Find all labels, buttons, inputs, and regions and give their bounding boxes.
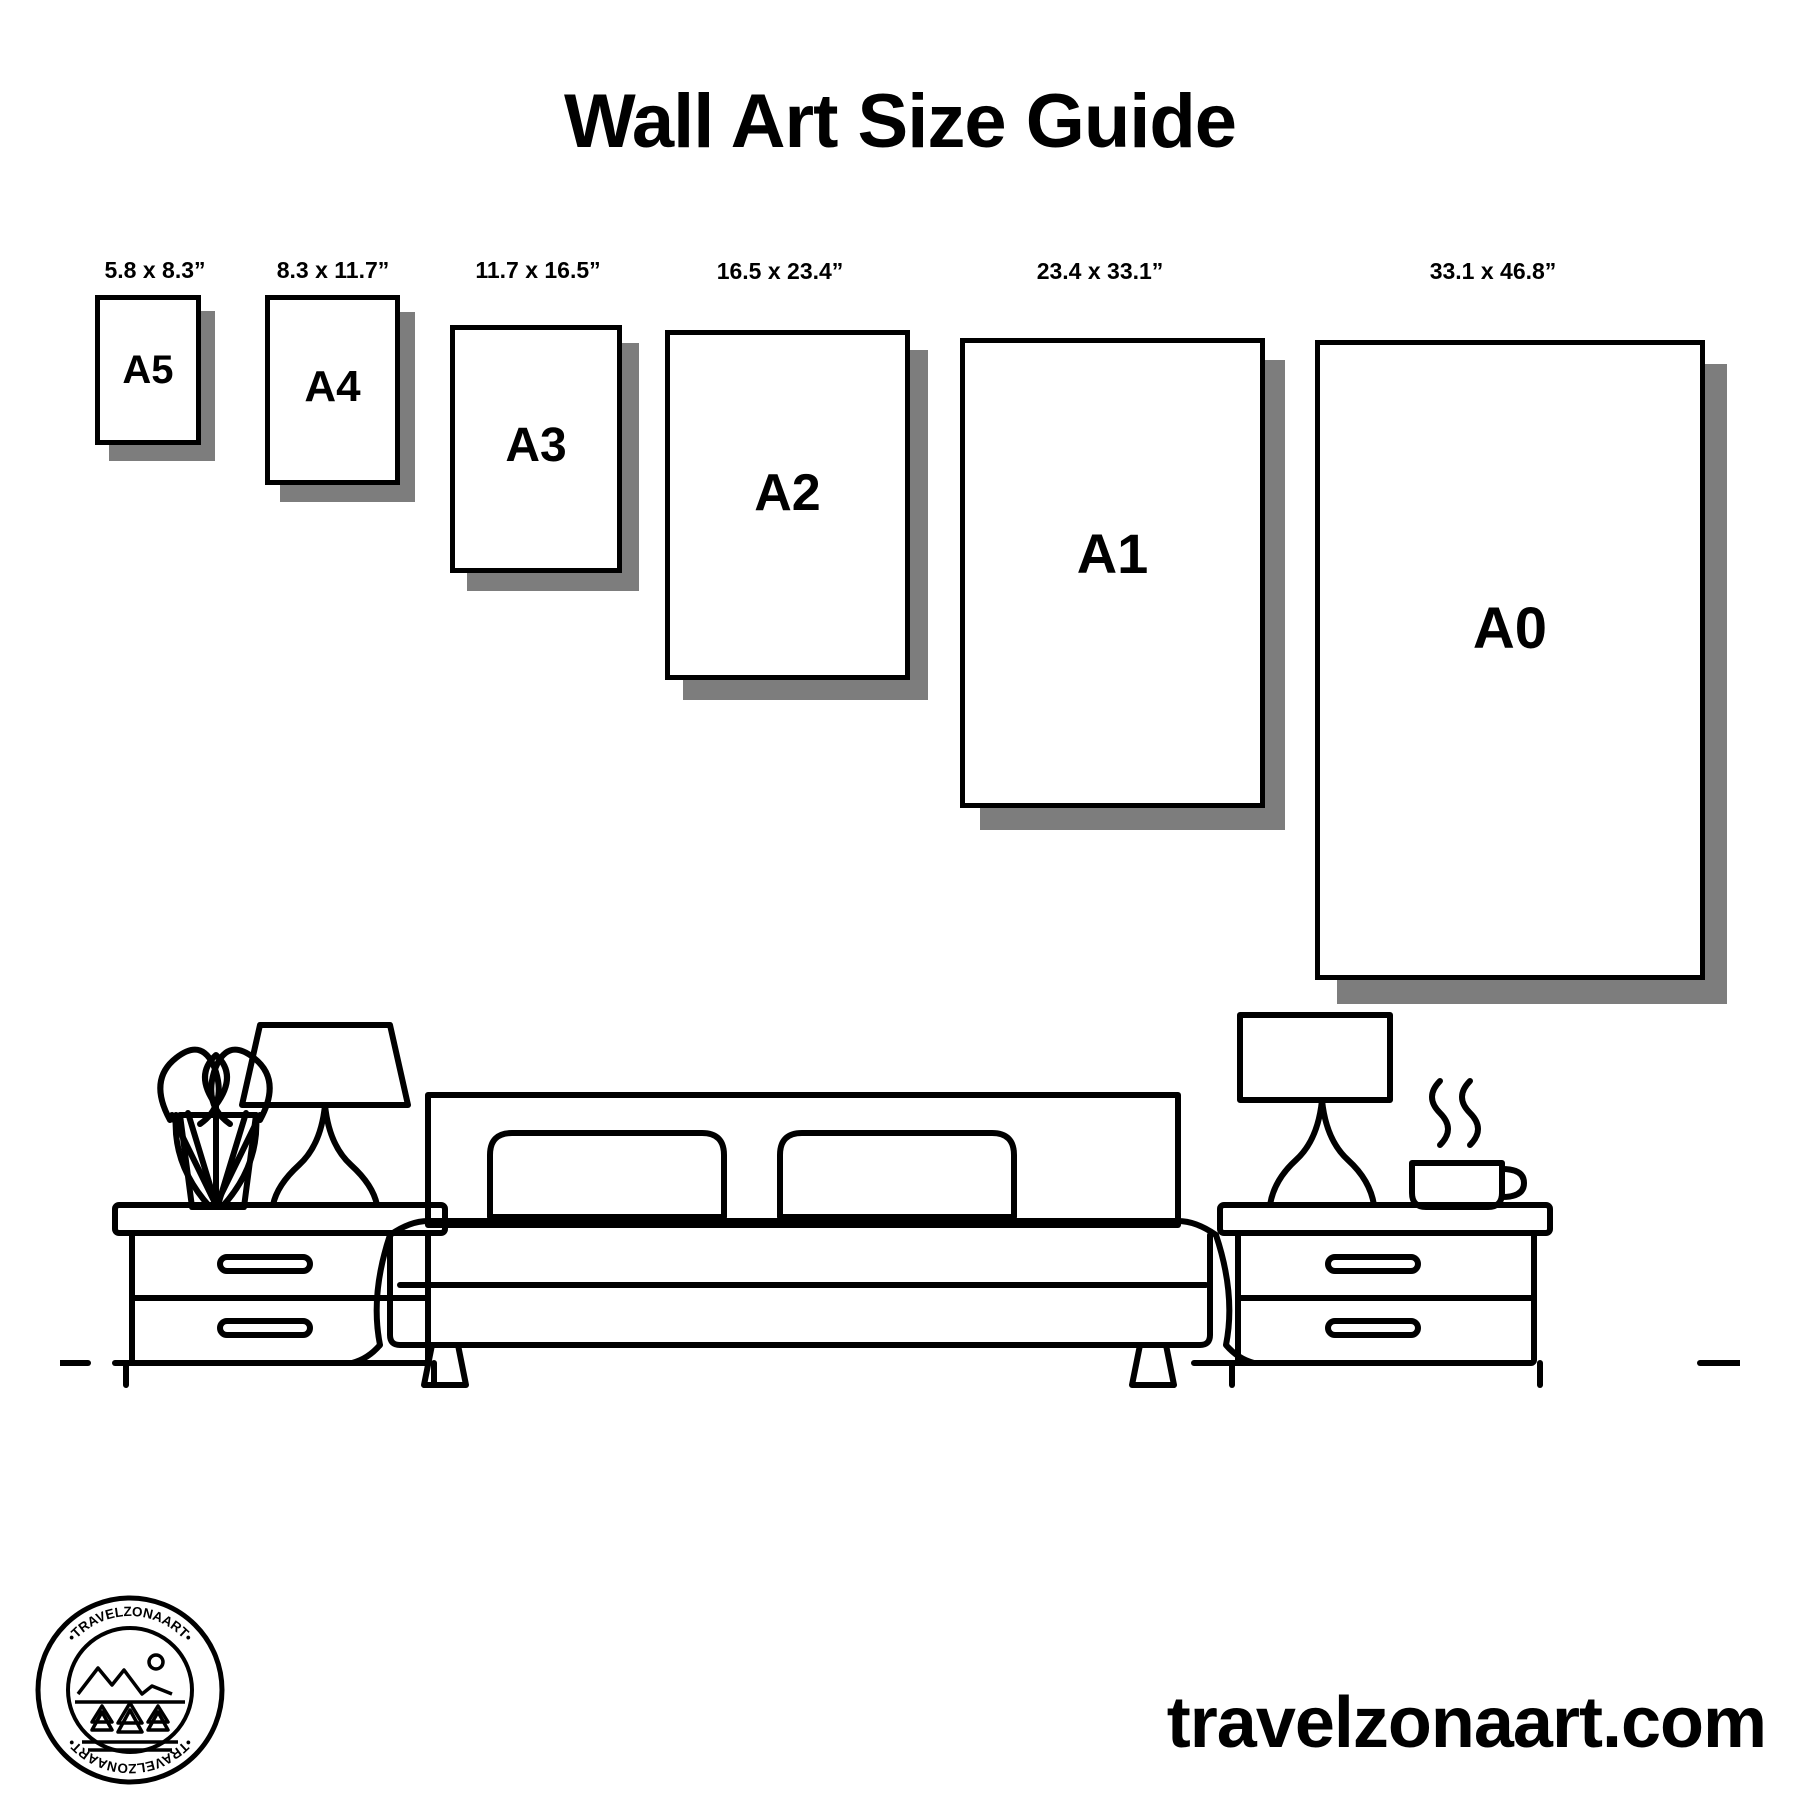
coffee-cup xyxy=(1412,1081,1524,1207)
brand-logo[interactable] xyxy=(30,1590,230,1790)
table-lamp-right xyxy=(1240,1015,1390,1205)
frame-name-a4: A4 xyxy=(304,362,361,411)
logo-outer-ring xyxy=(38,1598,222,1782)
frame-group-a0 xyxy=(1315,258,1715,1010)
website-url[interactable]: travelzonaart.com xyxy=(1166,1683,1766,1763)
frame-box-a0[interactable] xyxy=(1315,340,1705,980)
frame-group-a2 xyxy=(665,258,935,690)
frame-dimensions-a3: 11.7 x 16.5” xyxy=(475,257,601,283)
table-lamp-left xyxy=(242,1025,408,1205)
frame-box-a2[interactable] xyxy=(665,330,910,680)
logo-text-bottom: •TRAVELZONAART• xyxy=(64,1735,196,1777)
frame-name-a2: A2 xyxy=(754,464,821,522)
frame-group-a3 xyxy=(450,257,650,615)
frame-dimensions-a4: 8.3 x 11.7” xyxy=(276,257,390,283)
plant-vase xyxy=(160,1050,269,1207)
frame-name-a0: A0 xyxy=(1472,596,1548,661)
frame-group-a4 xyxy=(265,257,425,525)
logo-text-top: •TRAVELZONAART• xyxy=(64,1603,196,1645)
frame-name-a1: A1 xyxy=(1076,522,1149,585)
frame-box-a3[interactable] xyxy=(450,325,622,573)
frame-group-a5 xyxy=(95,257,215,485)
frame-name-a5: A5 xyxy=(122,348,174,392)
frame-box-a4[interactable] xyxy=(265,295,400,485)
mountain-moon-lake-badge-icon xyxy=(75,1655,185,1750)
frame-dimensions-a0: 33.1 x 46.8” xyxy=(1429,258,1557,284)
page-title: Wall Art Size Guide xyxy=(563,79,1237,164)
frame-box-a5[interactable] xyxy=(95,295,201,445)
bed xyxy=(352,1095,1254,1385)
frame-box-a1[interactable] xyxy=(960,338,1265,808)
nightstand-right xyxy=(1220,1205,1550,1385)
frame-dimensions-a1: 23.4 x 33.1” xyxy=(1036,258,1164,284)
frame-group-a1 xyxy=(960,258,1290,838)
frame-name-a3: A3 xyxy=(505,419,567,472)
frame-dimensions-a2: 16.5 x 23.4” xyxy=(716,258,844,284)
bedroom-illustration xyxy=(60,985,1740,1405)
frame-dimensions-a5: 5.8 x 8.3” xyxy=(104,257,206,283)
